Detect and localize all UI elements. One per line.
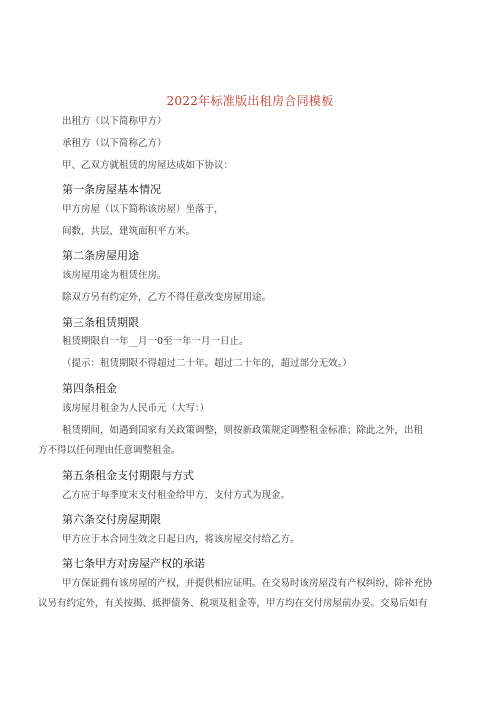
section-heading: 第六条交付房屋期限 (62, 513, 161, 526)
text-line: 承租方（以下简称乙方） (62, 138, 167, 149)
section-heading: 第四条租金 (62, 382, 117, 395)
text-line: 甲方房屋（以下简称该房屋）坐落于， (62, 204, 224, 215)
text-line: 方不得以任何理由任意调整租金。 (38, 445, 181, 456)
text-line: 间数，共层，建筑面积平方米。 (62, 226, 196, 237)
text-line: 议另有约定外，有关按揭、抵押债务、税项及租金等，甲方均在交付房屋前办妥。交易后如有 (38, 598, 428, 609)
text-line: 租赁期限自一年__月一0至一年一月一日止。 (62, 336, 249, 347)
document-title: 2022年标准版出租房合同模板 (166, 94, 334, 108)
text-line: 租赁期间，如遇到国家有关政策调整，则按新政策规定调整租金标准；除此之外，出租 (62, 425, 424, 436)
text-line: 该房屋月租金为人民币元（大写：） (62, 403, 210, 414)
section-heading: 第五条租金支付期限与方式 (62, 469, 194, 482)
text-line: 乙方应于每季度末支付租金给甲方，支付方式为现金。 (62, 490, 291, 501)
text-line: 甲方保证拥有该房屋的产权，并提供相应证明。在交易时该房屋没有产权纠纷，除补充协 (62, 578, 433, 589)
text-line: 甲、乙双方就租赁的房屋达成如下协议： (62, 160, 234, 171)
text-line: 除双方另有约定外，乙方不得任意改变房屋用途。 (62, 292, 272, 303)
section-heading: 第一条房屋基本情况 (62, 183, 161, 196)
section-heading: 第二条房屋用途 (62, 249, 139, 262)
text-line: 该房屋用途为租赁住房。 (62, 270, 167, 281)
text-line: （提示：租赁期限不得超过二十年。超过二十年的，超过部分无效。） (62, 358, 352, 369)
section-heading: 第三条租赁期限 (62, 316, 139, 329)
text-line: 出租方（以下简称甲方） (62, 116, 167, 127)
text-line: 甲方应于本合同生效之日起日内，将该房屋交付给乙方。 (62, 534, 300, 545)
section-heading: 第七条甲方对房屋产权的承诺 (62, 557, 205, 570)
